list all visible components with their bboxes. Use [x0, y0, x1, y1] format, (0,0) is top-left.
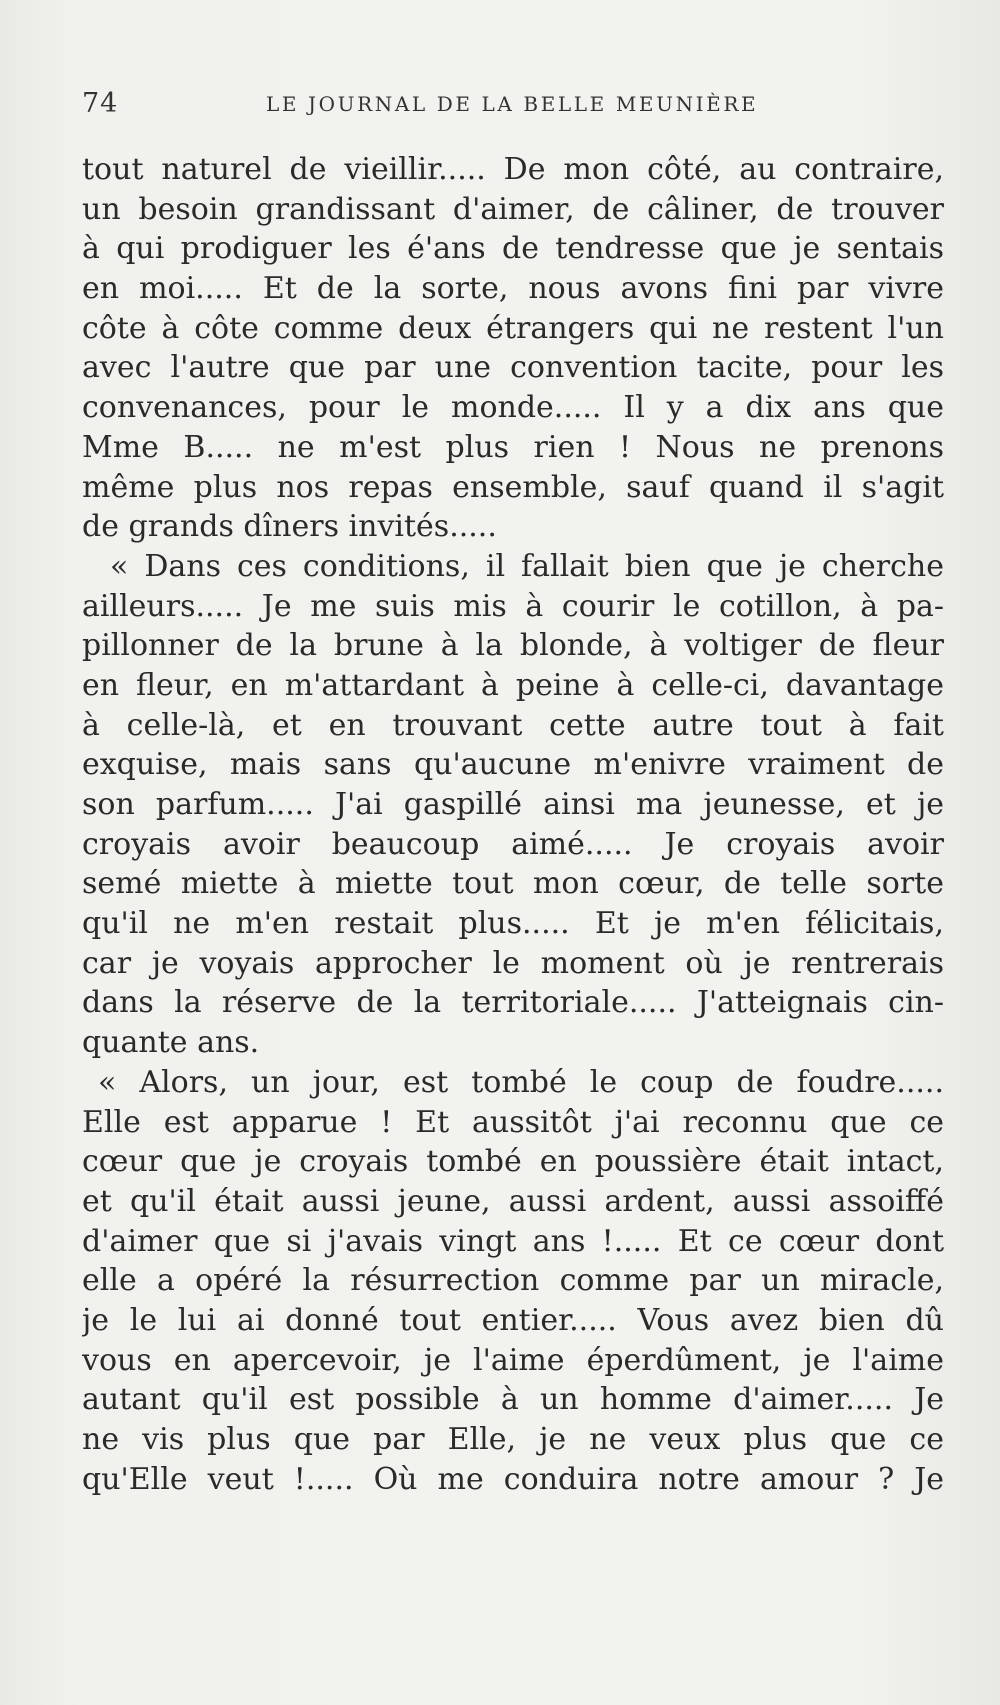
body-text — [82, 150, 944, 1499]
text-line: qu'Elle veut !..... Où me conduira notre amour ? Je — [82, 1461, 944, 1497]
text-line: ne vis plus que par Elle, je ne veux plus que ce — [82, 1422, 944, 1457]
text-line: un besoin grandissant d'aimer, de câliner, de trouver — [82, 191, 944, 227]
text-line: en moi..... Et de la sorte, nous avons fini par vivre — [82, 271, 944, 307]
text-line: autant qu'il est possible à un homme d'aimer..... Je — [82, 1382, 944, 1418]
text-line: dans la réserve de la territoriale..... J'atteignais cin- — [82, 985, 944, 1021]
text-line: « Alors, un jour, est tombé le coup de foudre..... — [98, 1064, 944, 1100]
text-line: pillonner de la brune à la blonde, à voltiger de fleur — [82, 628, 944, 664]
text-line: d'aimer que si j'avais vingt ans !..... Et ce cœur dont — [82, 1223, 944, 1259]
text-line: je le lui ai donné tout entier..... Vous avez bien dû — [82, 1302, 944, 1338]
text-line: elle a opéré la résurrection comme par un miracle, — [82, 1263, 944, 1299]
text-line: tout naturel de vieillir..... De mon côté, au contraire, — [82, 152, 944, 187]
text-line: convenances, pour le monde..... Il y a dix ans que — [82, 390, 944, 426]
page-header — [82, 88, 900, 124]
text-line: Mme B..... ne m'est plus rien ! Nous ne prenons — [82, 429, 944, 465]
text-line: ailleurs..... Je me suis mis à courir le cotillon, à pa- — [82, 588, 944, 624]
text-line: croyais avoir beaucoup aimé..... Je croyais avoir — [82, 826, 944, 862]
text-line: à celle-là, et en trouvant cette autre tout à fait — [82, 707, 944, 743]
page-number: 74 — [82, 88, 119, 119]
text-line: à qui prodiguer les é'ans de tendresse que je sentais — [82, 231, 944, 267]
text-line: même plus nos repas ensemble, sauf quand il s'agit — [82, 469, 944, 505]
text-line: et qu'il était aussi jeune, aussi ardent, aussi assoiffé — [82, 1183, 944, 1219]
text-line: en fleur, en m'attardant à peine à celle-ci, davantage — [82, 667, 944, 703]
text-line: de grands dîners invités..... — [82, 509, 497, 545]
text-line: exquise, mais sans qu'aucune m'enivre vraiment de — [82, 747, 944, 783]
text-line: semé miette à miette tout mon cœur, de telle sorte — [82, 866, 944, 902]
text-line: car je voyais approcher le moment où je rentrerais — [82, 945, 944, 981]
text-line: qu'il ne m'en restait plus..... Et je m'en félicitais, — [82, 906, 944, 942]
text-line: côte à côte comme deux étrangers qui ne restent l'un — [82, 310, 944, 346]
text-line: quante ans. — [82, 1025, 260, 1061]
text-line: Elle est apparue ! Et aussitôt j'ai reconnu que ce — [82, 1104, 944, 1140]
text-line: cœur que je croyais tombé en poussière était intact, — [82, 1144, 944, 1180]
text-line: « Dans ces conditions, il fallait bien que je cherche — [110, 548, 944, 584]
text-line: vous en apercevoir, je l'aime éperdûment, je l'aime — [82, 1342, 944, 1378]
running-title: LE JOURNAL DE LA BELLE MEUNIÈRE — [266, 92, 759, 116]
text-line: son parfum..... J'ai gaspillé ainsi ma jeunesse, et je — [82, 787, 944, 822]
text-line: avec l'autre que par une convention tacite, pour les — [82, 350, 944, 386]
